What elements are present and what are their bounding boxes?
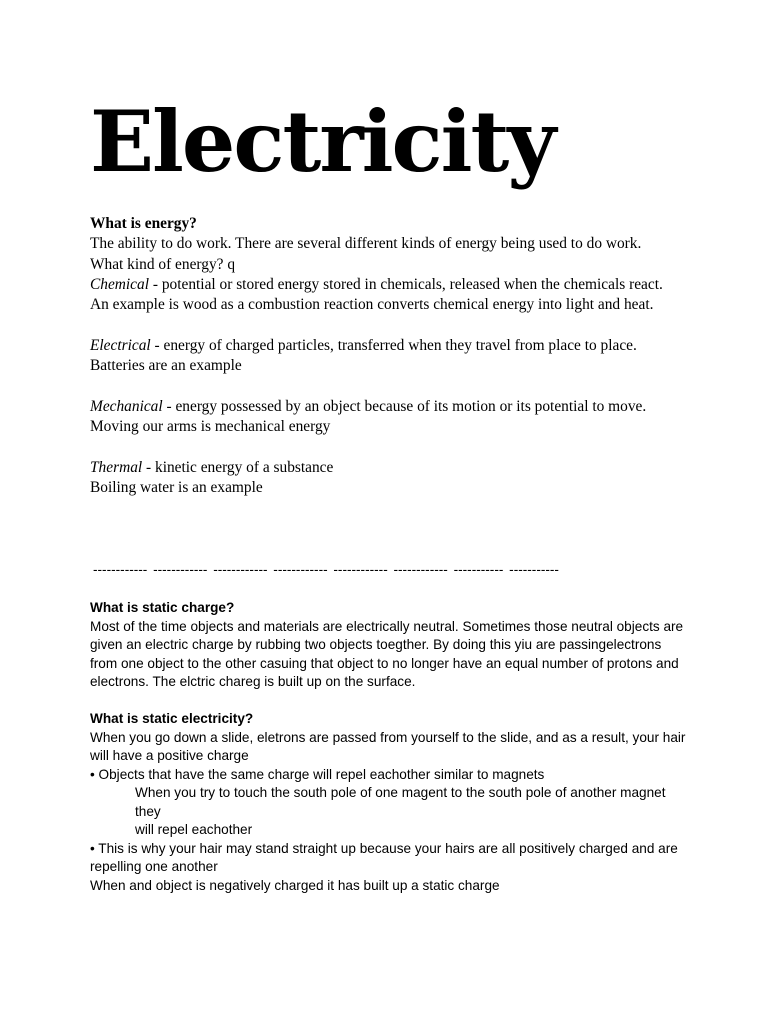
mechanical-term: Mechanical [90, 397, 163, 415]
spacer [90, 692, 690, 711]
thermal-example: Boiling water is an example [90, 478, 263, 496]
bullet-item: • This is why your hair may stand straight up because your hairs are all positively charged and are repelling one another [90, 840, 678, 874]
energy-section [90, 214, 690, 498]
section-divider: ------------ ------------ ------------ ------------ ------------ ------------ ----------- ----------- [93, 562, 559, 577]
energy-intro-line1: The ability to do work. There are several different kinds of energy being used to do work. [90, 235, 642, 253]
spacer [90, 376, 690, 396]
static-electricity-body: When you go down a slide, eletrons are passed from yourself to the slide, and as a result, your hair will have a positive charge [90, 729, 686, 763]
thermal-text: - kinetic energy of a substance [142, 458, 334, 476]
mechanical-example: Moving our arms is mechanical energy [90, 417, 331, 435]
chemical-text: - potential or stored energy stored in chemicals, released when the chemicals react. [149, 275, 663, 293]
static-section [90, 599, 690, 895]
electrical-example: Batteries are an example [90, 357, 242, 375]
static-electricity-heading: What is static electricity? [90, 711, 254, 726]
thermal-definition [90, 458, 690, 478]
spacer [90, 315, 690, 335]
bullet-subitem: will repel eachother [135, 822, 253, 837]
electrical-text: - energy of charged particles, transferred when they travel from place to place. [150, 336, 637, 354]
bullet-subitem: When you try to touch the south pole of one magent to the south pole of another magnet they [135, 785, 666, 819]
electrical-term: Electrical [90, 336, 151, 354]
chemical-definition [90, 275, 690, 295]
static-charge-body: Most of the time objects and materials are electrically neutral. Sometimes those neutral objects are given an electric charge by rubbing two objects toegther. By doing this yiu are passingelectrons from one object to the other casuing that object to no longer have an equal number of protons and electrons. The elctric chareg is built up on the surface. [90, 618, 684, 689]
spacer [90, 437, 690, 457]
chemical-example: An example is wood as a combustion reaction converts chemical energy into light and heat. [90, 296, 654, 314]
closing-text: When and object is negatively charged it has built up a static charge [90, 877, 500, 893]
mechanical-text: - energy possessed by an object because of its motion or its potential to move. [162, 397, 647, 415]
chemical-term: Chemical [90, 275, 149, 293]
page-title: Electricity [90, 92, 555, 191]
static-charge-heading: What is static charge? [90, 600, 235, 615]
mechanical-definition [90, 397, 690, 417]
energy-intro-line2: What kind of energy? q [90, 255, 236, 273]
energy-heading: What is energy? [90, 215, 197, 232]
thermal-term: Thermal [90, 458, 143, 476]
electrical-definition [90, 336, 690, 356]
bullet-item: • Objects that have the same charge will repel eachother similar to magnets [90, 766, 545, 782]
